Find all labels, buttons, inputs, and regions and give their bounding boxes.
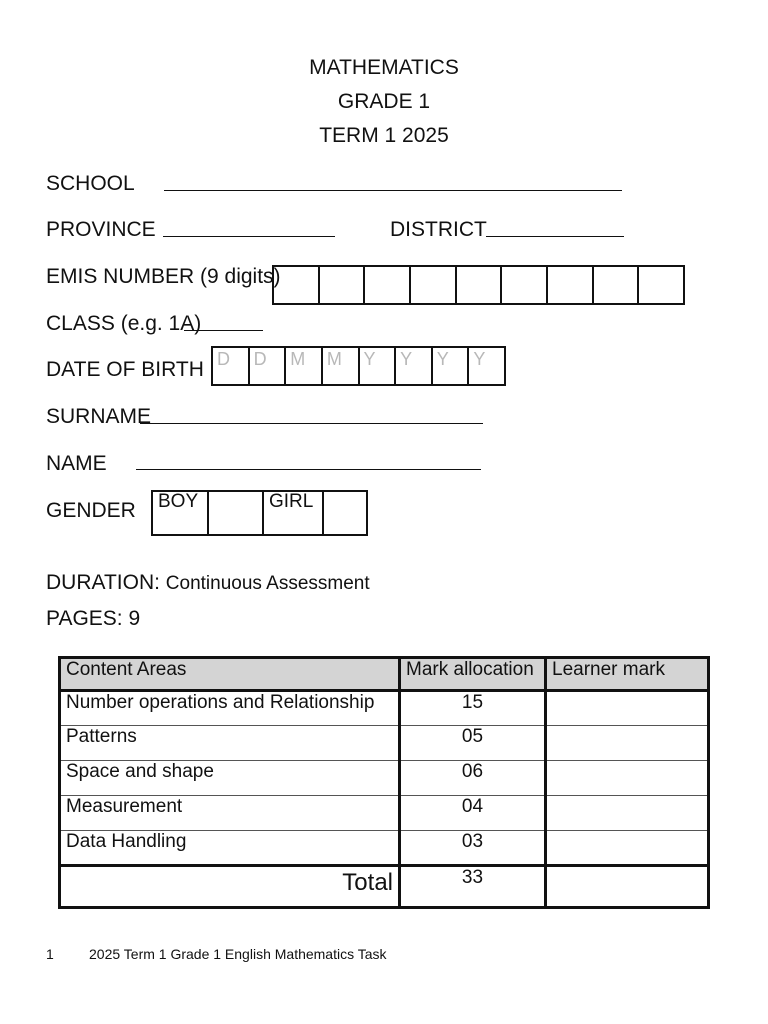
- dob-day-box[interactable]: D: [248, 348, 285, 384]
- emis-label: EMIS NUMBER (9 digits): [46, 265, 281, 288]
- grade-title: GRADE 1: [337, 90, 431, 113]
- emis-digit-box[interactable]: [592, 267, 638, 303]
- name-label: NAME: [46, 452, 107, 475]
- emis-digit-box[interactable]: [318, 267, 364, 303]
- footer-text: 2025 Term 1 Grade 1 English Mathematics Task: [89, 946, 387, 962]
- dob-year-box[interactable]: Y: [467, 348, 504, 384]
- total-label: Total: [60, 866, 400, 908]
- emis-number-boxes[interactable]: [272, 265, 685, 305]
- mark-allocation-cell: 05: [400, 726, 546, 761]
- table-row: [60, 726, 709, 761]
- pages-label: PAGES:: [46, 607, 123, 630]
- table-total-row: [60, 866, 709, 908]
- school-label: SCHOOL: [46, 172, 135, 195]
- total-learner-mark-cell[interactable]: [546, 866, 709, 908]
- learner-mark-cell[interactable]: [546, 691, 709, 726]
- gender-boy-checkbox[interactable]: [207, 492, 262, 534]
- dob-month-box[interactable]: M: [284, 348, 321, 384]
- learner-mark-cell[interactable]: [546, 761, 709, 796]
- gender-girl-checkbox[interactable]: [322, 492, 366, 534]
- term-title: TERM 1 2025: [319, 124, 449, 147]
- dob-year-box[interactable]: Y: [358, 348, 395, 384]
- content-area-cell: Space and shape: [60, 761, 400, 796]
- learner-mark-cell[interactable]: [546, 796, 709, 831]
- gender-girl-label: GIRL: [262, 492, 322, 534]
- marks-table: [58, 656, 710, 909]
- table-row: [60, 796, 709, 831]
- dob-day-box[interactable]: D: [217, 349, 230, 369]
- emis-digit-box[interactable]: [455, 267, 501, 303]
- total-marks-cell: 33: [400, 866, 546, 908]
- content-area-cell: Number operations and Relationship: [60, 691, 400, 726]
- province-label: PROVINCE: [46, 218, 156, 241]
- province-field[interactable]: [163, 236, 335, 237]
- emis-digit-box[interactable]: [363, 267, 409, 303]
- content-area-cell: Data Handling: [60, 831, 400, 866]
- dob-label: DATE OF BIRTH: [46, 358, 204, 381]
- header-content-areas: Content Areas: [60, 658, 400, 691]
- emis-digit-box[interactable]: [500, 267, 546, 303]
- surname-label: SURNAME: [46, 405, 152, 428]
- surname-field[interactable]: [140, 423, 483, 424]
- gender-boxes: [151, 490, 368, 536]
- header-mark-allocation: Mark allocation: [400, 658, 546, 691]
- dob-year-box[interactable]: Y: [431, 348, 468, 384]
- gender-boy-label: BOY: [158, 491, 199, 512]
- duration-value: Continuous Assessment: [165, 573, 370, 594]
- emis-digit-box[interactable]: [637, 267, 683, 303]
- emis-digit-box[interactable]: [409, 267, 455, 303]
- district-field[interactable]: [486, 236, 624, 237]
- table-row: [60, 761, 709, 796]
- subject-title: MATHEMATICS: [309, 56, 459, 79]
- content-area-cell: Patterns: [60, 726, 400, 761]
- dob-month-box[interactable]: M: [321, 348, 358, 384]
- table-row: [60, 831, 709, 866]
- mark-allocation-cell: 03: [400, 831, 546, 866]
- mark-allocation-cell: 15: [400, 691, 546, 726]
- dob-boxes[interactable]: [211, 346, 506, 386]
- mark-allocation-cell: 06: [400, 761, 546, 796]
- content-area-cell: Measurement: [60, 796, 400, 831]
- emis-digit-box[interactable]: [546, 267, 592, 303]
- name-field[interactable]: [136, 469, 481, 470]
- emis-digit-box[interactable]: [274, 267, 318, 303]
- school-field[interactable]: [164, 190, 622, 191]
- learner-mark-cell[interactable]: [546, 831, 709, 866]
- table-row: [60, 691, 709, 726]
- pages-line: [46, 607, 140, 631]
- learner-mark-cell[interactable]: [546, 726, 709, 761]
- pages-value: 9: [128, 607, 141, 630]
- duration-label: DURATION:: [46, 571, 160, 594]
- gender-label: GENDER: [46, 499, 136, 522]
- mark-allocation-cell: 04: [400, 796, 546, 831]
- district-label: DISTRICT: [390, 218, 487, 241]
- page-number: 1: [46, 946, 54, 962]
- class-field[interactable]: [184, 330, 263, 331]
- table-header-row: [60, 658, 709, 691]
- header-learner-mark: Learner mark: [546, 658, 709, 691]
- duration-line: [46, 571, 370, 595]
- dob-year-box[interactable]: Y: [394, 348, 431, 384]
- class-label: CLASS (e.g. 1A): [46, 312, 202, 335]
